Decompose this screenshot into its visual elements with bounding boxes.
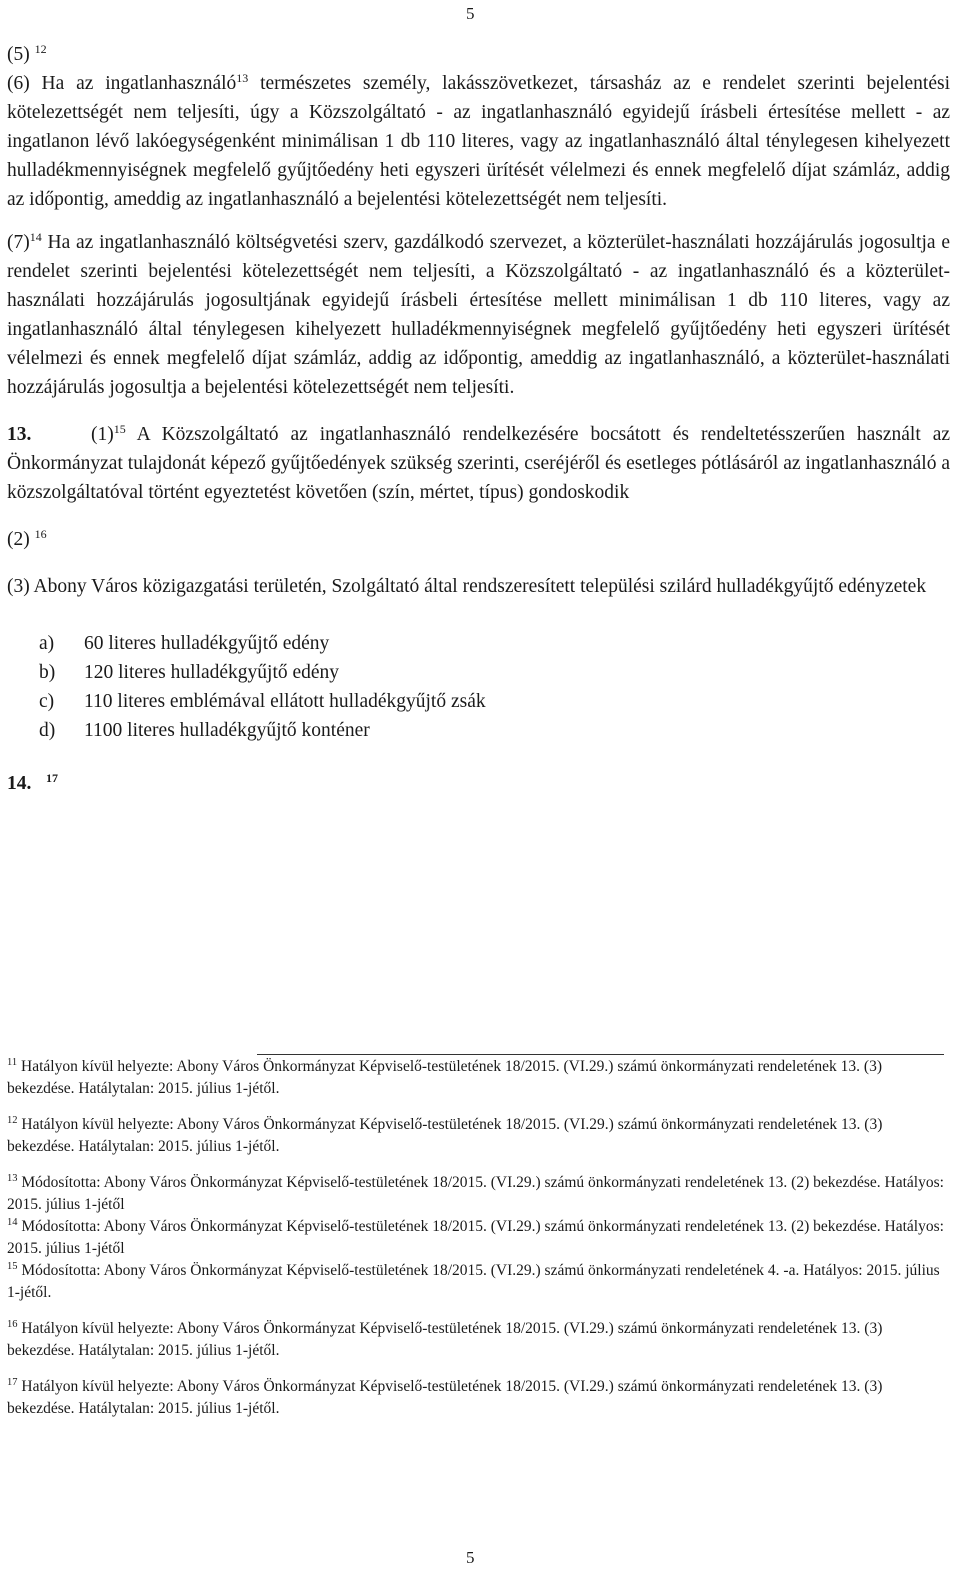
- list-item: [39, 629, 950, 658]
- section-number: 14.: [7, 773, 32, 794]
- section-13-paragraph-3: (3) Abony Város közigazgatási területén, Szolgáltató által rendszeresített települési szilárd hulladékgyűjtő edényzetek: [7, 576, 927, 597]
- footnote-number: 12: [7, 1115, 18, 1126]
- footnote-text: Hatályon kívül helyezte: Abony Város Önkormányzat Képviselő-testületének 18/2015. (VI.29.) számú önkormányzati rendeletének 13. (3) bekezdése. Hatálytalan: 2015. július 1-jétől.: [7, 1378, 883, 1417]
- footnote-text: Hatályon kívül helyezte: Abony Város Önkormányzat Képviselő-testületének 18/2015. (VI.29.) számú önkormányzati rendeletének 13. (3) bekezdése. Hatálytalan: 2015. július 1-jétől.: [7, 1320, 883, 1359]
- paragraph-label: (6) Ha az ingatlanhasználó: [7, 73, 237, 94]
- paragraph-7: [7, 228, 950, 402]
- section-13-paragraph-1: [7, 420, 950, 507]
- list-item: [39, 716, 950, 745]
- document-body: [7, 40, 950, 798]
- footnote-14: [7, 1216, 950, 1260]
- page-number-top: 5: [466, 4, 475, 23]
- footnote-text: Hatályon kívül helyezte: Abony Város Önkormányzat Képviselő-testületének 18/2015. (VI.29.) számú önkormányzati rendeletének 13. (3) bekezdése. Hatálytalan: 2015. július 1-jétől.: [7, 1058, 883, 1097]
- paragraph-label: (2): [7, 529, 30, 550]
- footnote-text: Módosította: Abony Város Önkormányzat Képviselő-testületének 18/2015. (VI.29.) számú önkormányzati rendeletének 13. (2) bekezdése. Hatályos: 2015. július 1-jétől: [7, 1218, 944, 1257]
- page-number-bottom: 5: [466, 1548, 475, 1567]
- list-item-text: 60 literes hulladékgyűjtő edény: [84, 633, 330, 654]
- paragraph-text: Ha az ingatlanhasználó költségvetési szerv, gazdálkodó szervezet, a közterület-használati hozzájárulás jogosultja e rendelet szerinti bejelentési kötelezettségét nem teljesíti, a Közszolgáltató - az ingatlanhasználó és a közterület-használati hozzájárulás jogosultjának egyidejű írásbeli értesítése mellett minimálisan 1 db 110 literes, vagy az ingatlanhasználó által ténylegesen kihelyezett hulladékmennyiségnek megfelelő gyűjtőedény heti egyszeri ürítését vélelmezi és ennek megfelelő díjat számláz, addig az időpontig, ameddig az ingatlanhasználó, a közterület-használati hozzájárulás jogosultja a bejelentési kötelezettségét nem teljesíti.: [7, 232, 950, 398]
- footnote-number: 17: [7, 1377, 18, 1388]
- list-item-text: 1100 literes hulladékgyűjtő konténer: [84, 720, 370, 741]
- footnote-12: [7, 1114, 950, 1158]
- paragraph-6: [7, 69, 950, 214]
- footnote-ref[interactable]: 12: [34, 42, 47, 56]
- list-item: [39, 687, 950, 716]
- paragraph-text: természetes személy, lakásszövetkezet, társasház az e rendelet szerinti bejelentési kötelezettségét nem teljesíti, úgy a Közszolgáltató - az ingatlanhasználó egyidejű írásbeli értesítése mellett - az ingatlanon lévő lakóegységenként minimálisan 1 db 110 literes, vagy az ingatlanhasználó által ténylegesen kihelyezett hulladékmennyiségnek megfelelő gyűjtőedény heti egyszeri ürítését vélelmezi és ennek megfelelő díjat számláz, addig az időpontig, ameddig az ingatlanhasználó a bejelentési kötelezettségét nem teljesíti.: [7, 73, 950, 210]
- list-marker: b): [39, 662, 56, 683]
- footnote-ref[interactable]: 16: [34, 527, 47, 541]
- list-marker: a): [39, 633, 55, 654]
- list-item: [39, 658, 950, 687]
- footnote-ref[interactable]: 15: [113, 422, 126, 436]
- list-marker: d): [39, 720, 56, 741]
- paragraph-text: A Közszolgáltató az ingatlanhasználó rendelkezésére bocsátott és rendeltetésszerűen használt az Önkormányzat tulajdonát képező gyűjtőedények szükség szerinti, cseréjéről és esetleges pótlásáról az ingatlanhasználó a közszolgáltatóval történt egyeztetést követően (szín, mértet, típus) gondoskodik: [7, 424, 951, 503]
- container-list: [7, 629, 950, 745]
- footnote-number: 15: [7, 1261, 18, 1272]
- footnote-number: 13: [7, 1173, 18, 1184]
- footnote-ref[interactable]: 14: [29, 230, 42, 244]
- list-marker: c): [39, 691, 55, 712]
- paragraph-5: [7, 40, 950, 69]
- footnote-ref[interactable]: 13: [236, 71, 249, 85]
- section-number: 13.: [7, 424, 32, 445]
- footnote-number: 16: [7, 1319, 18, 1330]
- list-item-text: 120 literes hulladékgyűjtő edény: [84, 662, 340, 683]
- section-14: [7, 769, 950, 798]
- footnote-13: [7, 1172, 950, 1216]
- list-item-text: 110 literes emblémával ellátott hulladékgyűjtő zsák: [84, 691, 486, 712]
- paragraph-label: (7): [7, 232, 30, 253]
- footnote-11: [7, 1056, 950, 1100]
- footnote-ref[interactable]: 17: [46, 771, 58, 785]
- footnotes: [7, 1056, 950, 1420]
- paragraph-label: (5): [7, 44, 30, 65]
- footnote-text: Módosította: Abony Város Önkormányzat Képviselő-testületének 18/2015. (VI.29.) számú önkormányzati rendeletének 4. -a. Hatályos: 2015. július 1-jétől.: [7, 1262, 940, 1301]
- footnote-text: Hatályon kívül helyezte: Abony Város Önkormányzat Képviselő-testületének 18/2015. (VI.29.) számú önkormányzati rendeletének 13. (3) bekezdése. Hatálytalan: 2015. július 1-jétől.: [7, 1116, 883, 1155]
- footnote-number: 14: [7, 1217, 18, 1228]
- footnote-15: [7, 1260, 950, 1304]
- section-13-paragraph-2: [7, 525, 950, 554]
- footnote-17: [7, 1376, 950, 1420]
- footnote-16: [7, 1318, 950, 1362]
- paragraph-label: (1): [91, 424, 114, 445]
- footnote-number: 11: [7, 1057, 18, 1068]
- footnote-separator: [257, 1054, 944, 1055]
- footnote-text: Módosította: Abony Város Önkormányzat Képviselő-testületének 18/2015. (VI.29.) számú önkormányzati rendeletének 13. (2) bekezdése. Hatályos: 2015. július 1-jétől: [7, 1174, 944, 1213]
